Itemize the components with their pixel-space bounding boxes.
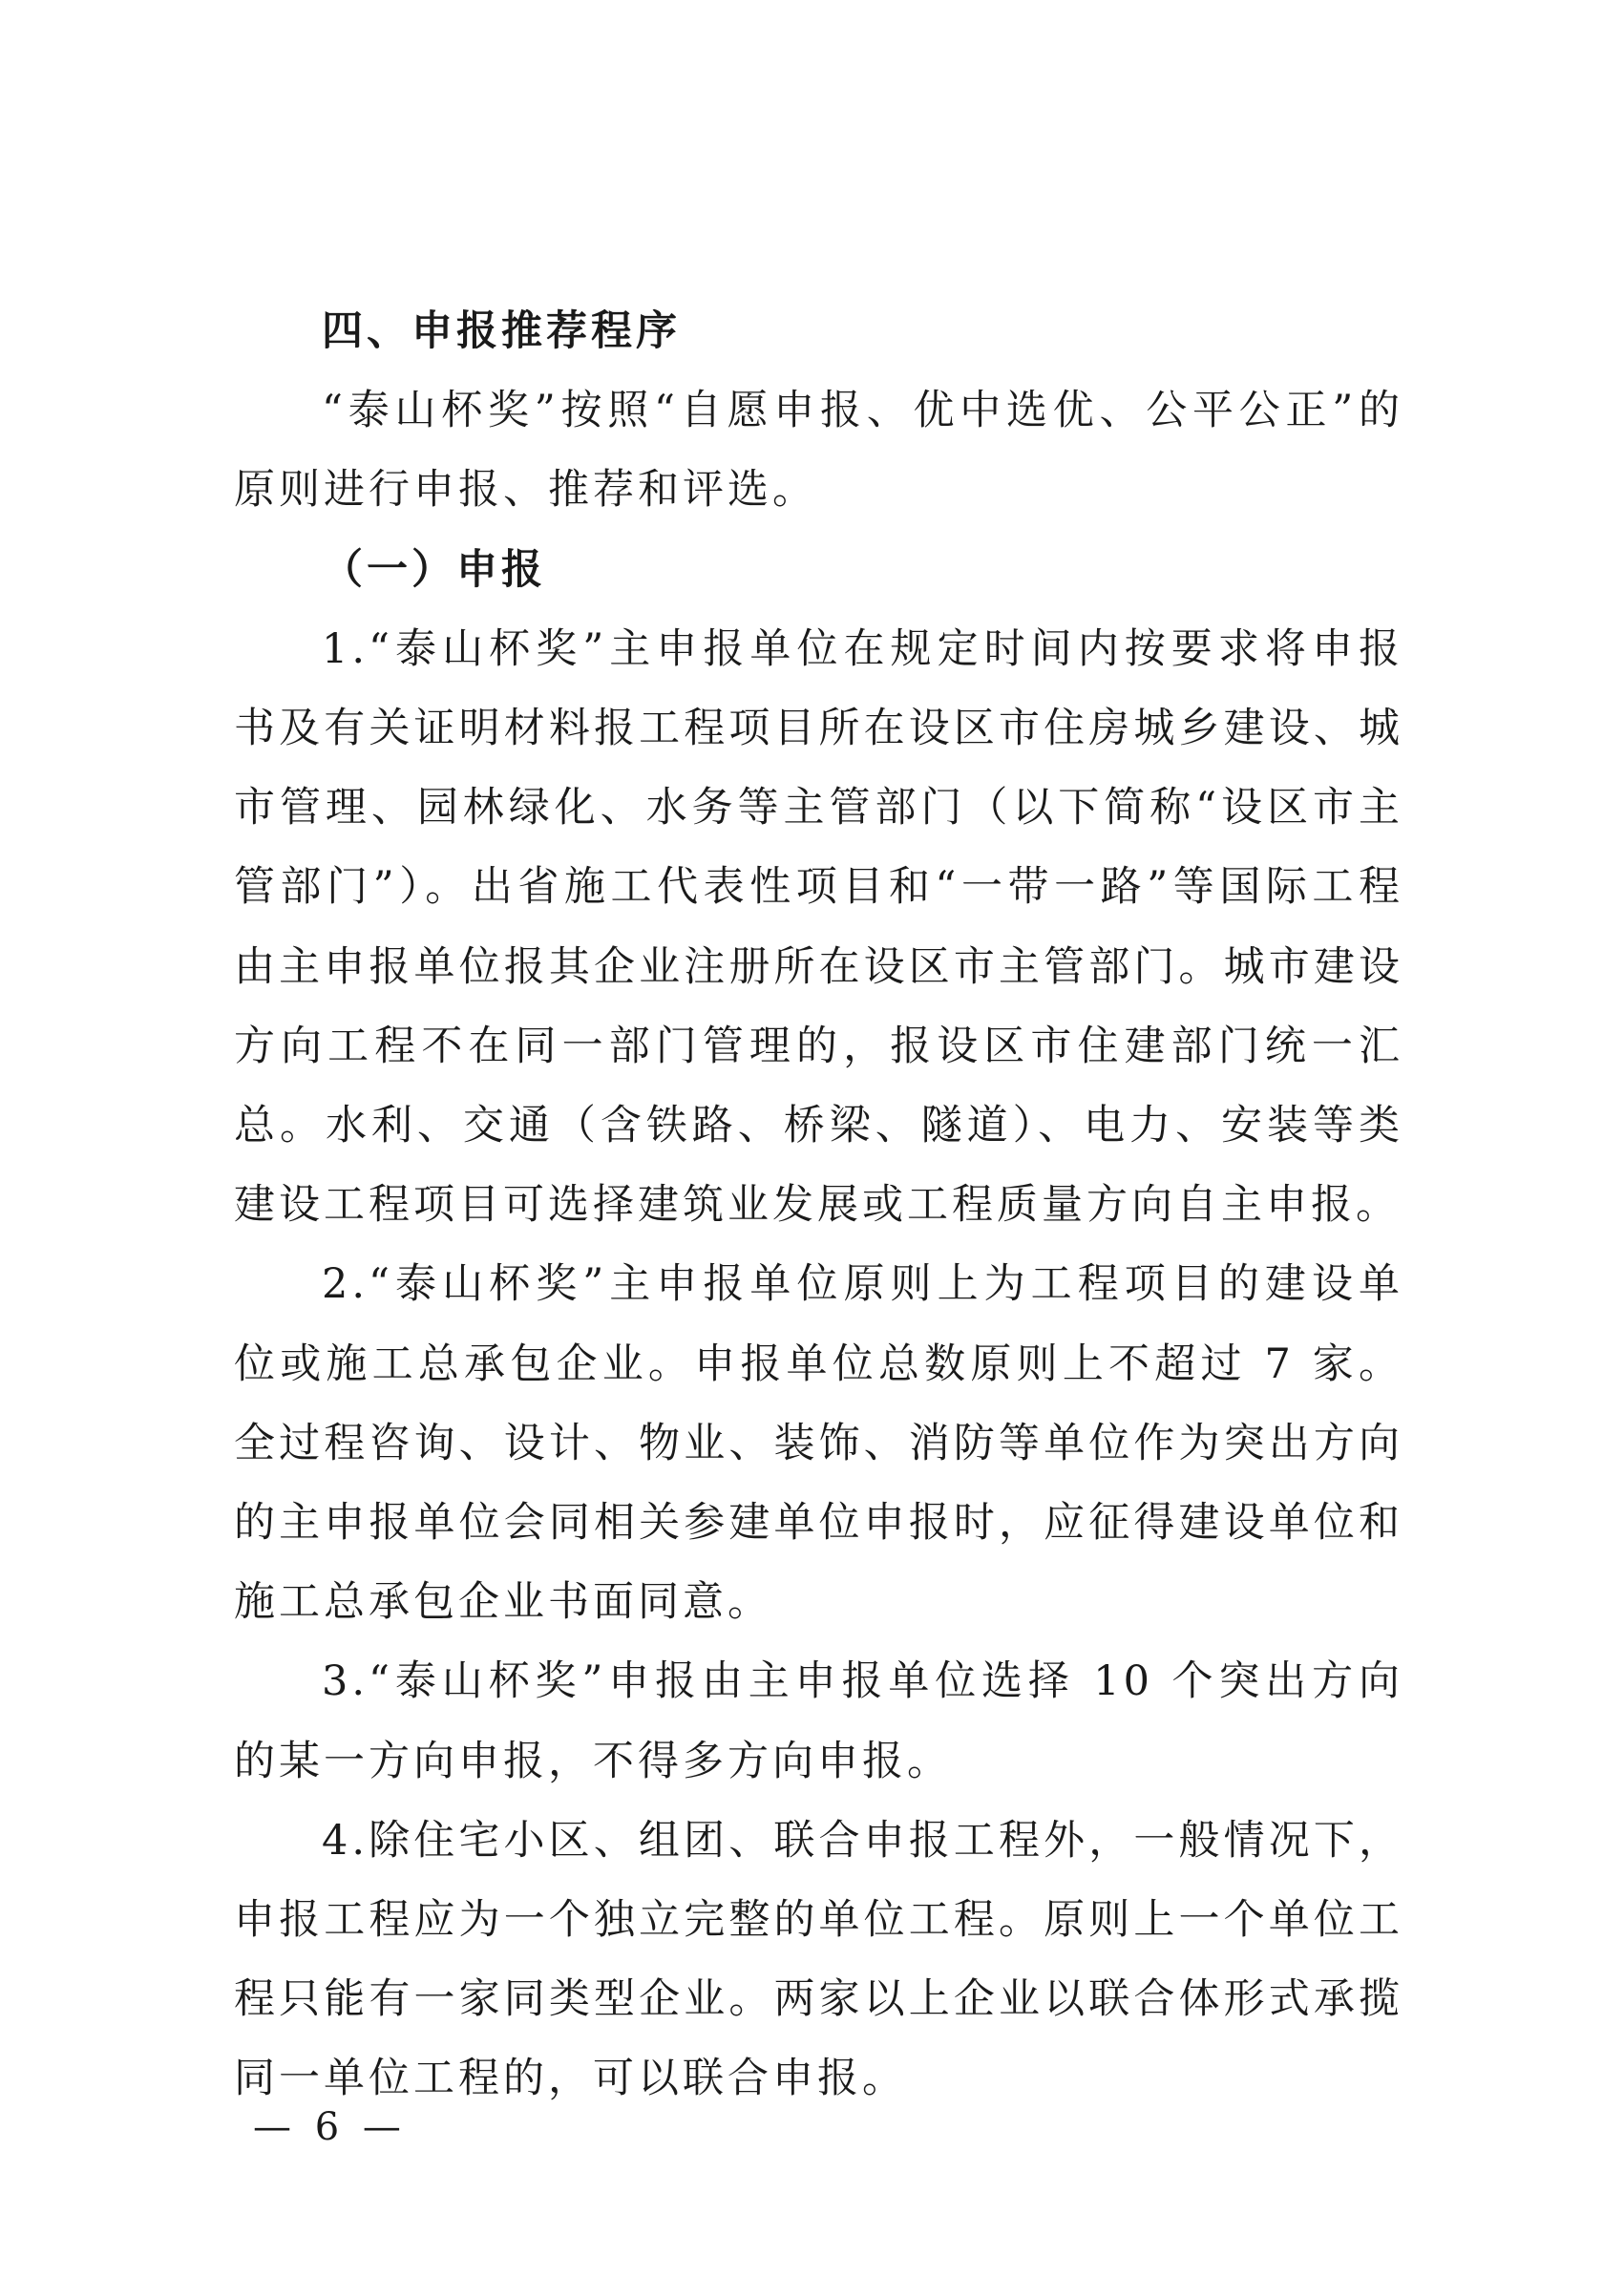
intro-paragraph: “泰山杯奖”按照“自愿申报、优中选优、公平公正”的原则进行申报、推荐和评选。 — [234, 387, 1403, 515]
item-paragraph-4: 4.除住宅小区、组团、联合申报工程外，一般情况下，申报工程应为一个独立完整的单位工程。原则上一个单位工程只能有一家同类型企业。两家以上企业以联合体形式承揽同一单位工程的，可以联合申报。 — [234, 1816, 1403, 2103]
document-body — [234, 292, 1403, 2120]
page-number: — 6 — — [253, 2105, 407, 2149]
section-heading: 四、申报推荐程序 — [322, 307, 681, 355]
item-paragraph-1: 1.“泰山杯奖”主申报单位在规定时间内按要求将申报书及有关证明材料报工程项目所在设区市住房城乡建设、城市管理、园林绿化、水务等主管部门（以下简称“设区市主管部门”）。出省施工代表性项目和“一带一路”等国际工程由主申报单位报其企业注册所在设区市主管部门。城市建设方向工程不在同一部门管理的，报设区市住建部门统一汇总。水利、交通（含铁路、桥梁、隧道）、电力、安装等类建设工程项目可选择建筑业发展或工程质量方向自主申报。 — [234, 624, 1403, 1230]
subheading: （一）申报 — [322, 545, 546, 594]
item-paragraph-2: 2.“泰山杯奖”主申报单位原则上为工程项目的建设单位或施工总承包企业。申报单位总数原则上不超过 7 家。全过程咨询、设计、物业、装饰、消防等单位作为突出方向的主申报单位会同相关参建单位申报时，应征得建设单位和施工总承包企业书面同意。 — [234, 1260, 1403, 1627]
item-paragraph-3: 3.“泰山杯奖”申报由主申报单位选择 10 个突出方向的某一方向申报，不得多方向申报。 — [234, 1657, 1403, 1785]
